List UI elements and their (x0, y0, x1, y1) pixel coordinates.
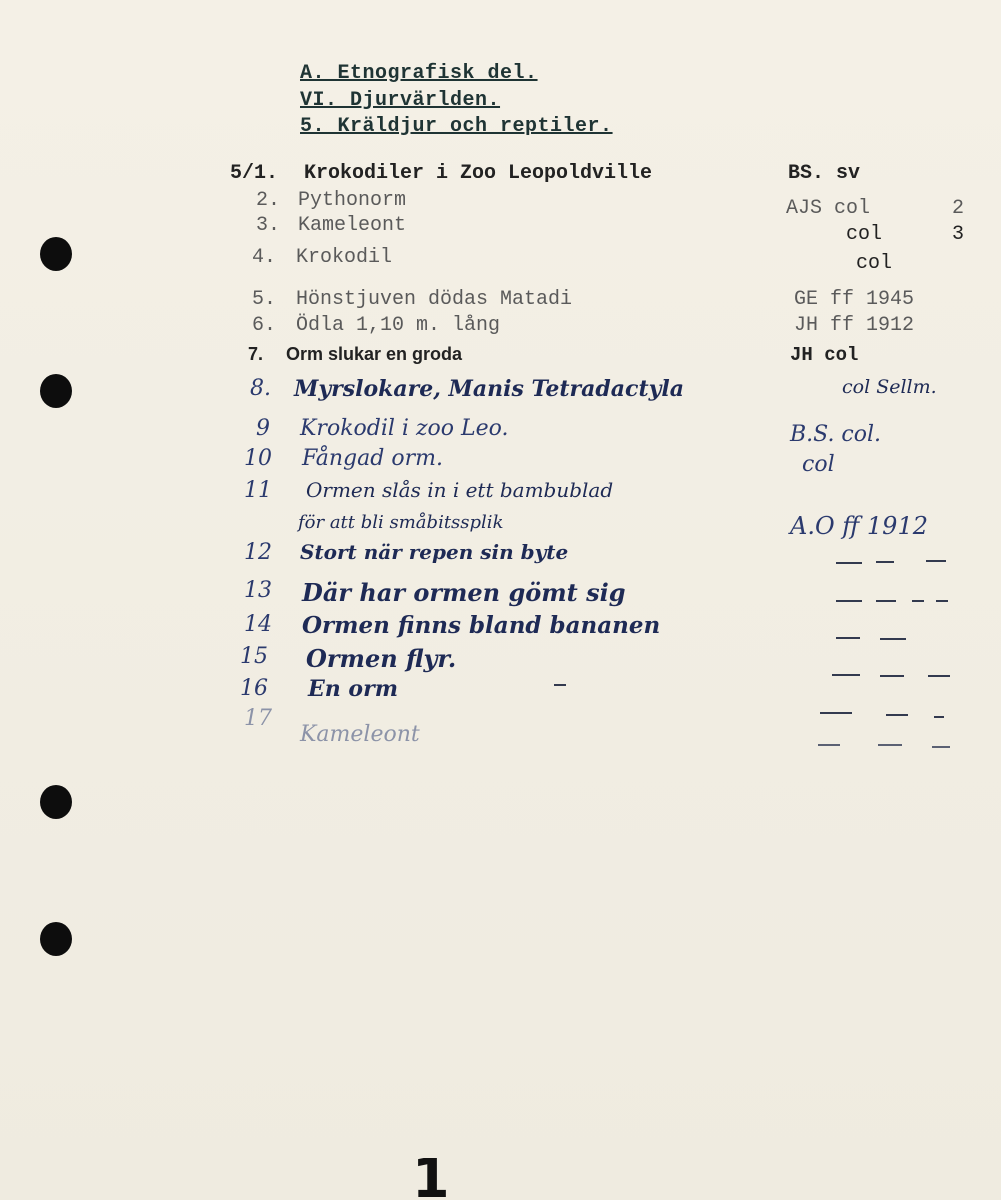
binder-hole-1 (40, 237, 72, 271)
ditto-mark (928, 675, 950, 677)
entry-title: Orm slukar en groda (286, 344, 463, 364)
entry-title: Ödla 1,10 m. lång (296, 314, 501, 337)
entry-number: 7. (248, 344, 264, 364)
entry-title: Myrslokare, Manis Tetradactyla (294, 376, 684, 402)
ditto-mark (554, 684, 566, 686)
entry-number: 13 (244, 578, 272, 603)
subsection-heading: VI. Djurvärlden. (300, 89, 501, 112)
entry-code: JH ff 1912 (794, 314, 915, 337)
entry-number: 10 (244, 446, 272, 471)
ditto-mark (836, 562, 862, 564)
page-number-mark: 1 (412, 1158, 450, 1200)
entry-title: Pythonorm (298, 189, 407, 212)
entry-number: 2. (256, 189, 281, 212)
ditto-mark (880, 675, 904, 677)
entry-number: 8. (250, 376, 271, 401)
entry-number: 12 (244, 540, 272, 565)
binder-hole-4 (40, 922, 72, 956)
binder-hole-2 (40, 374, 72, 408)
entry-title: Krokodil i zoo Leo. (300, 416, 509, 441)
entry-code: col (846, 223, 883, 246)
entry-code: BS. sv (788, 162, 861, 185)
entry-code: col (802, 452, 835, 477)
category-heading: 5. Kräldjur och reptiler. (300, 115, 613, 138)
entry-extra: 3 (952, 223, 965, 246)
entry-code: GE ff 1945 (794, 288, 915, 311)
ditto-mark (912, 600, 924, 602)
entry-code: col Sellm. (842, 376, 937, 398)
ditto-mark (886, 714, 908, 716)
entry-title: Ormen finns bland bananen (302, 612, 661, 639)
entry-number: 6. (252, 314, 277, 337)
ditto-mark (876, 561, 894, 563)
ditto-mark (818, 744, 840, 746)
entry-title: Där har ormen gömt sig (302, 578, 626, 607)
ditto-mark (876, 600, 896, 602)
entry-number: 3. (256, 214, 281, 237)
ditto-mark (836, 600, 862, 602)
ditto-mark (926, 560, 946, 562)
ditto-mark (836, 637, 860, 639)
entry-number: 14 (244, 612, 272, 637)
entry-title: Ormen slås in i ett bambublad (306, 478, 614, 502)
ditto-mark (936, 600, 948, 602)
ditto-mark (820, 712, 852, 714)
entry-code: A.O ff 1912 (790, 512, 928, 540)
ditto-mark (932, 746, 950, 748)
entry-code: AJS col (786, 197, 871, 220)
entry-number: 5/1. (230, 162, 279, 185)
ditto-mark (878, 744, 902, 746)
entry-title: Ormen flyr. (306, 644, 457, 673)
entry-number: 5. (252, 288, 277, 311)
entry-number: 9 (256, 416, 270, 441)
entry-number: 4. (252, 246, 277, 269)
entry-title: En orm (308, 676, 398, 702)
ditto-mark (934, 716, 944, 718)
entry-number: 16 (240, 676, 268, 701)
entry-title: Hönstjuven dödas Matadi (296, 288, 573, 311)
entry-title: Krokodil (296, 246, 393, 269)
entry-code: JH col (790, 344, 859, 366)
entry-number: 11 (244, 478, 272, 503)
entry-number: 17 (244, 706, 272, 731)
entry-title: Krokodiler i Zoo Leopoldville (304, 162, 653, 185)
entry-title: för att bli småbitssplik (298, 512, 504, 533)
section-heading: A. Etnografisk del. (300, 62, 538, 85)
entry-title: Kameleont (298, 214, 407, 237)
entry-code: col (856, 252, 893, 275)
entry-extra: 2 (952, 197, 965, 220)
binder-hole-3 (40, 785, 72, 819)
entry-title: Fångad orm. (302, 446, 443, 471)
entry-number: 15 (240, 644, 268, 669)
entry-title: Stort när repen sin byte (300, 540, 569, 564)
entry-code: B.S. col. (790, 422, 882, 447)
entry-title: Kameleont (300, 722, 420, 747)
ditto-mark (832, 674, 860, 676)
ditto-mark (880, 638, 906, 640)
